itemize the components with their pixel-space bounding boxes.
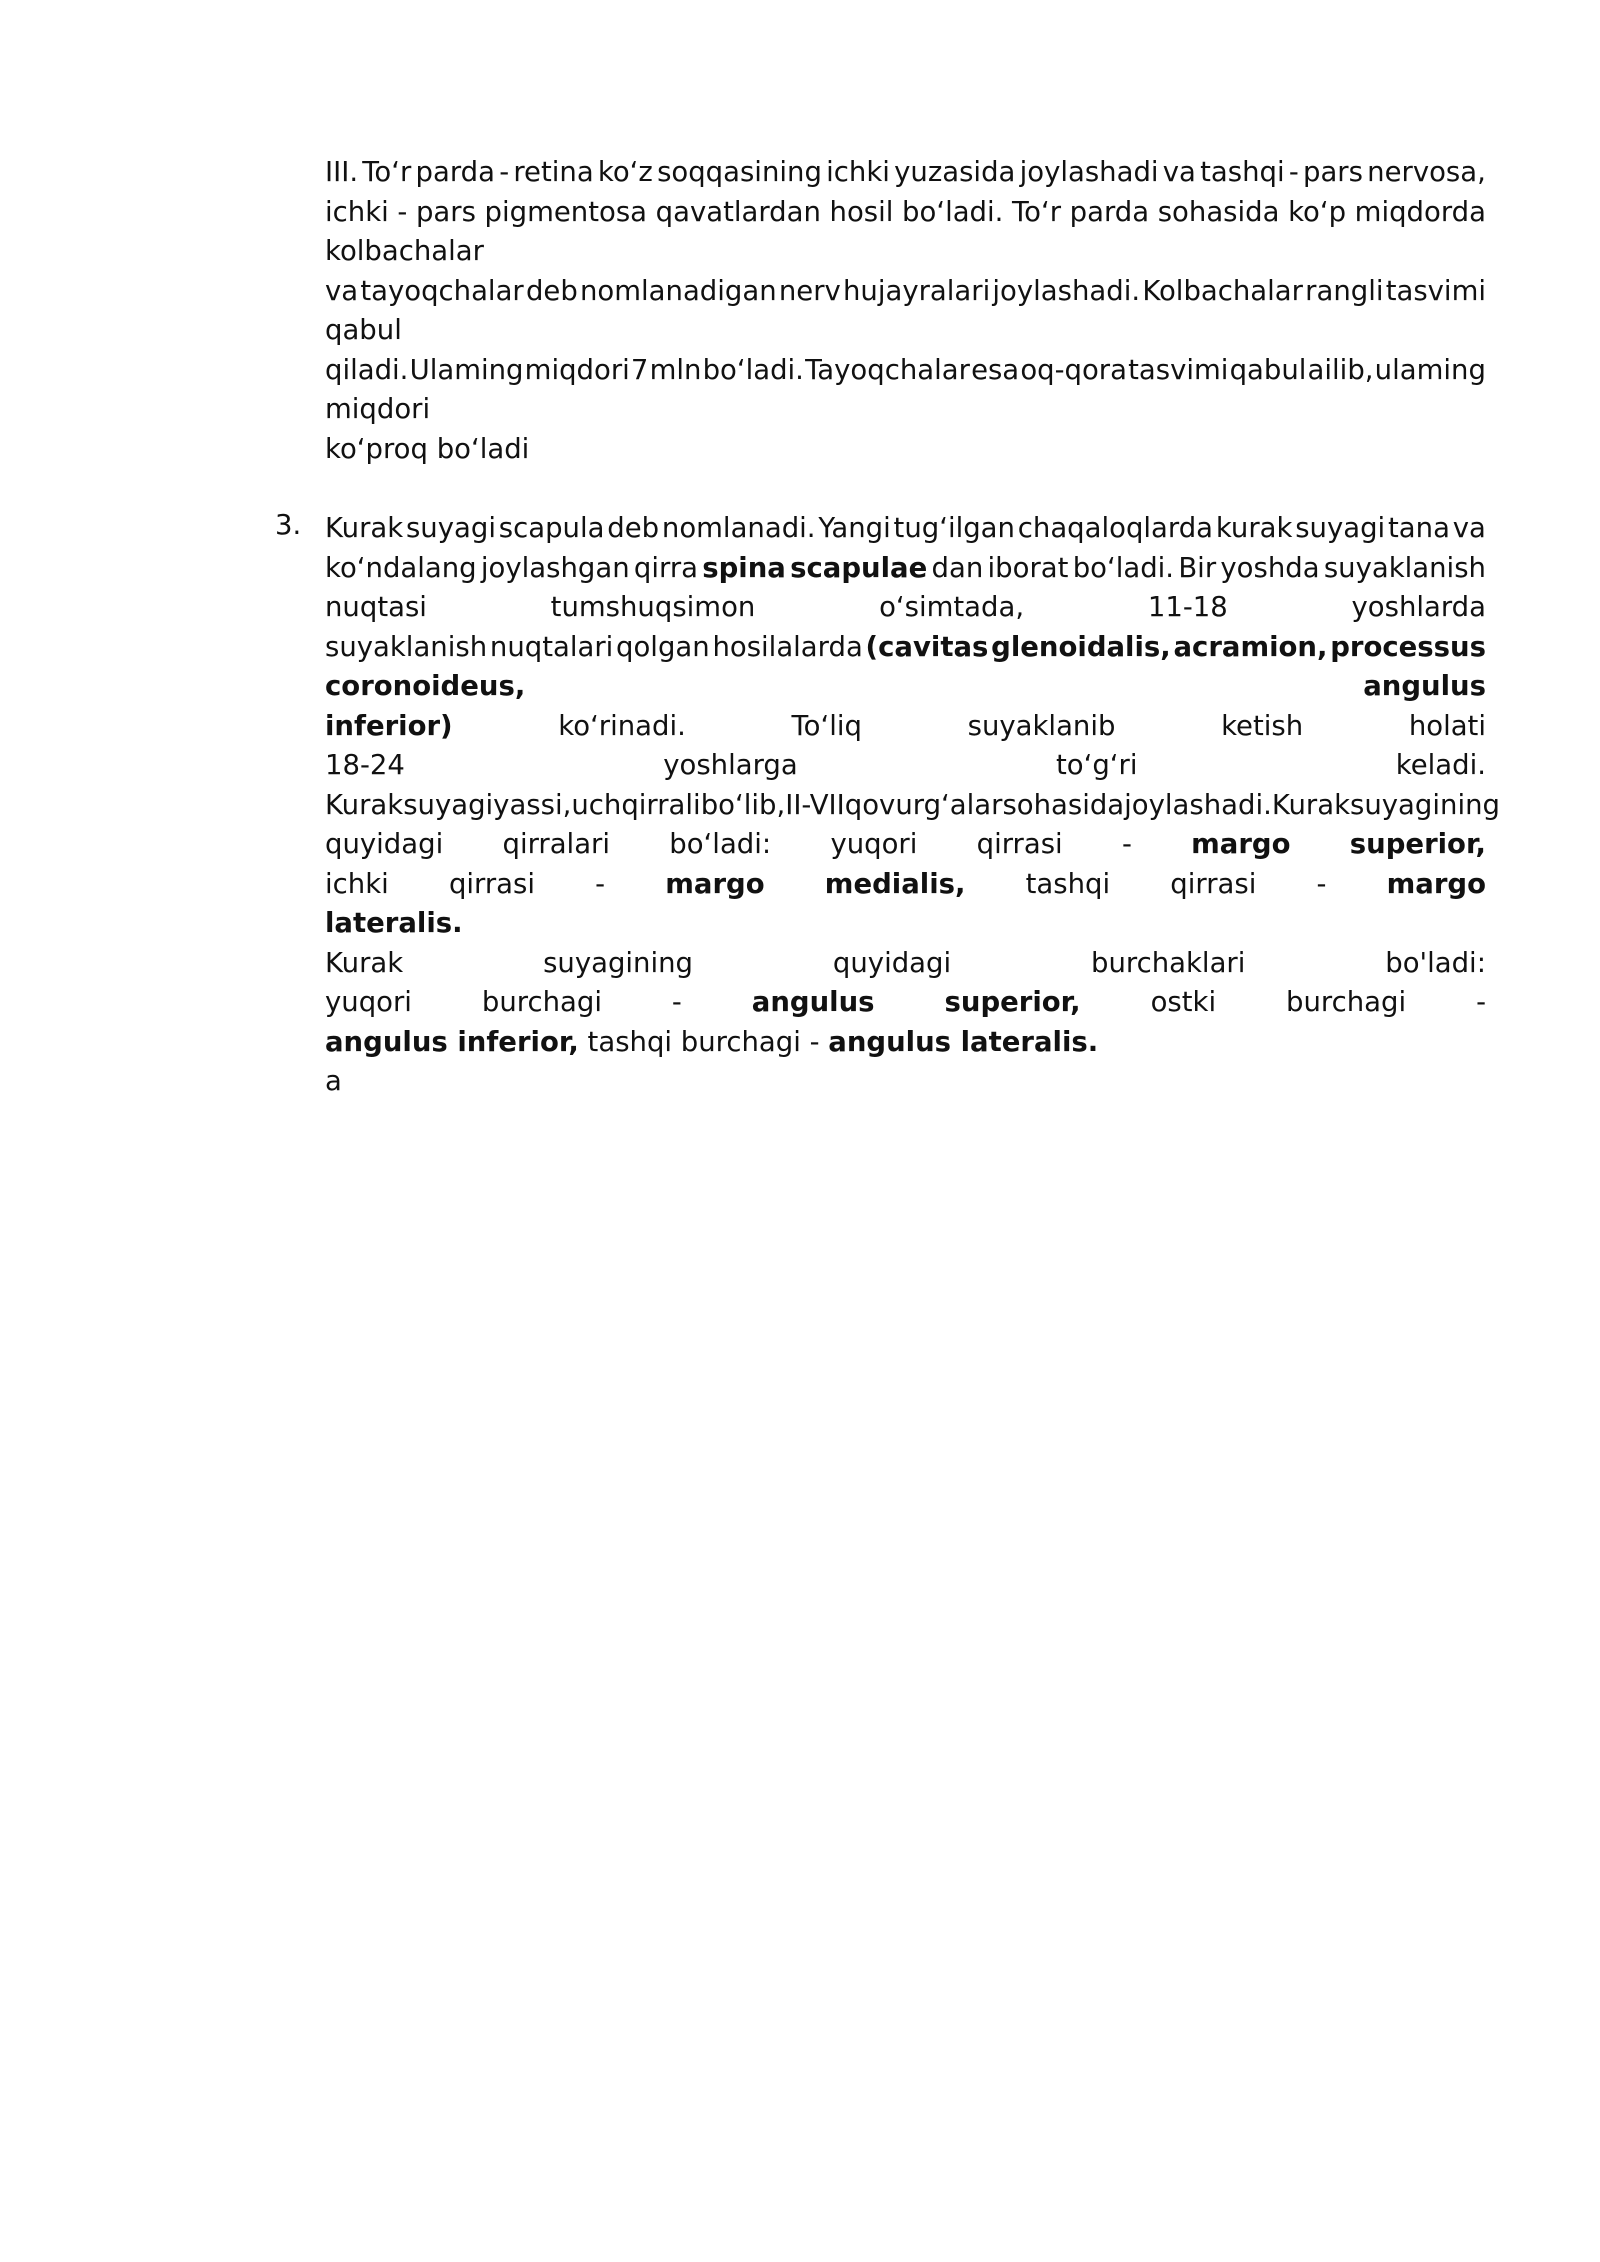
word: -	[1121, 828, 1132, 860]
bold-term: processus	[1330, 630, 1486, 663]
bold-term: margo	[1191, 828, 1291, 860]
word: To‘liq	[791, 709, 862, 742]
word: qirrasi	[1170, 867, 1257, 900]
word: bo'ladi:	[1385, 946, 1486, 979]
word: burchagi	[1286, 986, 1407, 1018]
text-line	[325, 271, 1486, 311]
text-line	[325, 1061, 1486, 1101]
word: ko‘p	[1288, 195, 1347, 228]
word: joylashgan	[480, 551, 630, 584]
text-line	[325, 389, 1486, 429]
word: ko‘ndalang	[325, 551, 477, 584]
word: oq-qora	[1020, 353, 1127, 386]
word: nervosa,	[1367, 156, 1486, 188]
word: Kurak	[325, 788, 404, 821]
word: joylashadi.	[992, 274, 1141, 307]
word: ichki	[826, 156, 890, 188]
bold-term: angulus lateralis.	[828, 1025, 1099, 1058]
text-line	[325, 192, 1486, 232]
word: ketish	[1221, 709, 1304, 742]
text-line	[325, 745, 1486, 785]
word: -	[1316, 867, 1327, 900]
word: o‘simtada,	[879, 591, 1025, 623]
word: Kurak	[1271, 788, 1351, 821]
word: sohasida	[1002, 788, 1125, 821]
bold-term: lateralis.	[325, 907, 463, 939]
bold-term: medialis,	[824, 867, 966, 900]
word: qovurg‘alar	[844, 788, 1003, 821]
bold-term: (cavitas	[865, 630, 989, 663]
word: tasvimi	[1128, 353, 1229, 386]
word: yoshlarda	[1351, 591, 1486, 623]
text-line	[325, 429, 1486, 469]
word: joylashadi	[1019, 156, 1159, 188]
word: ko‘rinadi.	[558, 709, 686, 742]
word: qavatlardan	[655, 195, 821, 228]
word: uch	[571, 788, 622, 821]
word: va	[1452, 512, 1486, 544]
word: deb	[607, 512, 660, 544]
word: suyagining	[543, 946, 694, 979]
word: -	[499, 156, 510, 188]
word: retina	[513, 156, 594, 188]
word: qirrali	[621, 788, 701, 821]
bold-term: angulus	[1363, 670, 1486, 702]
word: miqdorda	[1354, 195, 1486, 228]
word: yuqori	[830, 828, 918, 860]
word: ichki	[325, 867, 389, 900]
word: sohasida	[1157, 195, 1280, 228]
word: mln	[649, 353, 702, 386]
text-line	[325, 982, 1486, 1022]
word: esa	[971, 353, 1020, 386]
word: keladi.	[1395, 749, 1486, 781]
word: yoshlarga	[663, 749, 798, 781]
text-line	[325, 706, 1486, 746]
text-line	[325, 1022, 1486, 1062]
word: Kurak	[325, 512, 404, 544]
word: -	[397, 195, 408, 228]
text-line	[325, 310, 1486, 350]
word: suyaklanish	[1323, 551, 1486, 584]
word: Bir	[1178, 551, 1217, 584]
word: parda	[415, 156, 495, 188]
word: To‘r	[362, 156, 412, 188]
word: Kolbachalar	[1142, 274, 1303, 307]
word: suyagi	[403, 788, 494, 821]
word: ko‘proq bo‘ladi	[325, 432, 530, 465]
word: hujayralari	[842, 274, 991, 307]
word: miqdori	[325, 393, 431, 425]
list-number: 3.	[275, 509, 302, 541]
word: II-VII	[785, 788, 845, 821]
word: kurak	[1215, 512, 1293, 544]
word: kolbachalar	[325, 235, 484, 267]
word: ulaming	[1374, 353, 1486, 386]
word: bo‘ladi.	[1072, 551, 1175, 584]
text-line	[325, 824, 1486, 864]
word: holati	[1408, 709, 1486, 742]
word: tana	[1388, 512, 1450, 544]
bold-term: glenoidalis,	[991, 630, 1171, 663]
word: 11-18	[1147, 591, 1228, 623]
word: tashqi	[1025, 867, 1111, 900]
word: quyidagi	[325, 828, 444, 860]
word: iborat	[987, 551, 1069, 584]
text-line	[325, 864, 1486, 904]
bold-term: superior,	[1349, 828, 1486, 860]
word: quyidagi	[832, 946, 952, 979]
word: Tayoqchalar	[805, 353, 970, 386]
word: nomlanadigan	[579, 274, 777, 307]
bold-term: margo	[1386, 867, 1486, 900]
word: qirrasi	[976, 828, 1063, 860]
word: -	[671, 986, 682, 1018]
word: hosilalarda	[712, 630, 863, 663]
word: 18-24	[325, 749, 405, 781]
word: burchagi	[481, 986, 602, 1018]
word: nerv	[778, 274, 841, 307]
word: bo‘lib,	[700, 788, 786, 821]
word: suyagi	[1295, 512, 1386, 544]
word: bo‘ladi:	[669, 828, 772, 860]
word: qirralari	[502, 828, 611, 860]
text-line	[325, 785, 1500, 825]
word: qabul	[325, 314, 402, 346]
text-line	[325, 231, 1486, 271]
word: deb	[525, 274, 578, 307]
bold-term: acramion,	[1173, 630, 1328, 663]
text-line	[325, 666, 1486, 706]
text-line	[325, 943, 1486, 983]
word: pigmentosa	[484, 195, 648, 228]
bold-term: superior,	[944, 986, 1081, 1018]
word: parda	[1069, 195, 1150, 228]
bold-term: margo	[665, 867, 765, 900]
word: Ulaming	[409, 353, 524, 386]
word: qiladi.	[325, 353, 409, 386]
word: suyagining	[1350, 788, 1500, 821]
word: -	[595, 867, 606, 900]
word: tashqi	[1200, 156, 1285, 188]
word: tasvimi	[1385, 274, 1486, 307]
word: tayoqchalar	[360, 274, 524, 307]
word: chaqaloqlarda	[1017, 512, 1214, 544]
text-line	[325, 627, 1486, 667]
word: hosil	[829, 195, 894, 228]
word: tumshuqsimon	[550, 591, 756, 623]
word: nuqtalari	[489, 630, 614, 663]
word: ko‘z	[597, 156, 653, 188]
bold-term: scapulae	[790, 551, 928, 584]
word: tug‘ilgan	[893, 512, 1015, 544]
word: -	[1476, 986, 1486, 1018]
word: joylashadi.	[1124, 788, 1272, 821]
word: 7	[630, 353, 649, 386]
word: bo‘ladi.	[702, 353, 804, 386]
word: to‘g‘ri	[1056, 749, 1138, 781]
word: bo‘ladi.	[902, 195, 1004, 228]
word: soqqasining	[657, 156, 822, 188]
word: Yangi	[818, 512, 891, 544]
word: ailib,	[1307, 353, 1374, 386]
word: yuzasida	[894, 156, 1016, 188]
text-line	[325, 152, 1486, 192]
word: yassi,	[493, 788, 572, 821]
word: suyagi	[405, 512, 496, 544]
text-line	[325, 508, 1486, 548]
word: suyaklanish	[325, 630, 488, 663]
word: pars	[415, 195, 476, 228]
word: nomlanadi.	[661, 512, 816, 544]
bold-term: angulus inferior,	[325, 1025, 579, 1058]
word: burchaklari	[1091, 946, 1246, 979]
word: qabul	[1229, 353, 1307, 386]
word: dan	[931, 551, 984, 584]
word: ichki	[325, 195, 389, 228]
text-line	[325, 350, 1486, 390]
word: Kurak	[325, 946, 404, 979]
word: miqdori	[524, 353, 630, 386]
word: qirra	[633, 551, 698, 584]
bold-term: angulus	[751, 986, 875, 1018]
word: -	[1288, 156, 1299, 188]
word: rangli	[1305, 274, 1384, 307]
word: qolgan	[616, 630, 710, 663]
word: nuqtasi	[325, 591, 427, 623]
text-line	[325, 587, 1486, 627]
word: qirrasi	[448, 867, 535, 900]
word: III.	[325, 156, 359, 188]
bold-term: coronoideus,	[325, 670, 526, 702]
word: suyaklanib	[967, 709, 1116, 742]
bold-term: spina	[702, 551, 786, 584]
bold-term: inferior)	[325, 709, 453, 742]
word: To‘r	[1012, 195, 1062, 228]
word: scapula	[498, 512, 605, 544]
word: pars	[1303, 156, 1363, 188]
word: tashqi burchagi -	[578, 1025, 829, 1058]
word: va	[1162, 156, 1196, 188]
word: va	[325, 274, 359, 307]
word: ostki	[1150, 986, 1217, 1018]
word: yoshda	[1220, 551, 1320, 584]
text-line	[325, 548, 1486, 588]
text-line	[325, 903, 1486, 943]
word: a	[325, 1065, 342, 1097]
word: yuqori	[325, 986, 412, 1018]
